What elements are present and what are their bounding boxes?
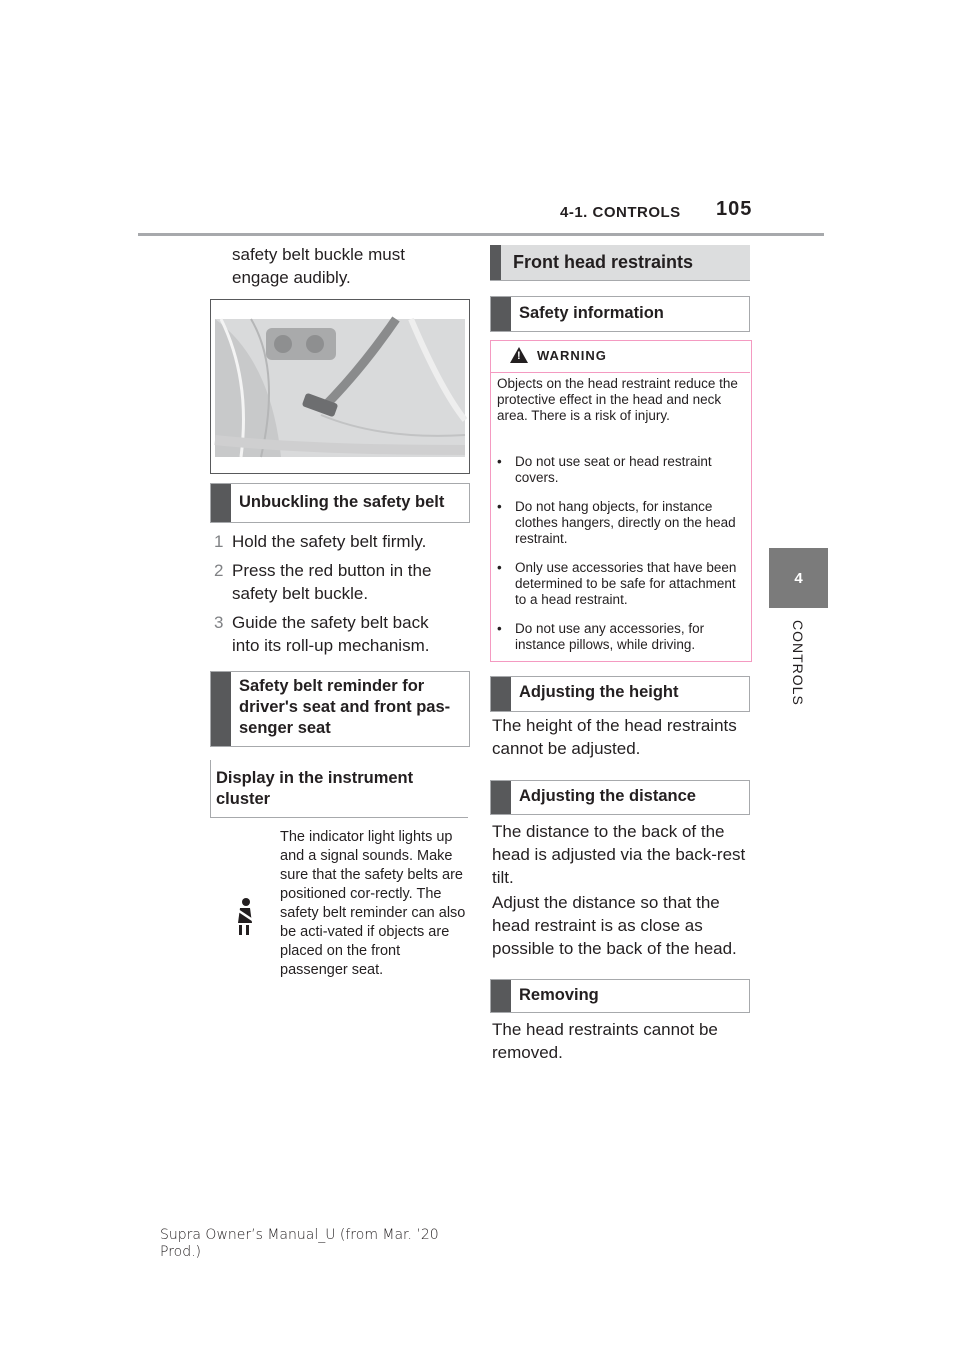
height-text: The height of the head restraints cannot be adjusted. [492,716,737,758]
heading-bar [491,297,511,331]
chapter-label-container [768,620,828,720]
step-text: Guide the safety belt back into its roll-up mechanism. [232,613,430,655]
indicator-text: The indicator light lights up and a signal sounds. Make sure that the safety belts are positioned cor-rectly. The safety belt reminder can also be acti-vated if objects are placed on the front passenger seat. [280,829,466,978]
display-heading: Display in the instrument cluster [216,769,414,808]
intro-text: safety belt buckle must engage audibly. [232,245,405,287]
chapter-number: 4 [794,569,803,587]
chapter-label: CONTROLS [790,620,806,706]
page-number: 105 [716,198,753,220]
footer-line-2: Prod.) [160,1244,202,1260]
section-heading: Front head restraints [513,252,694,272]
unbuckling-heading-box [210,483,470,523]
warning-title: WARNING [537,348,607,363]
distance-heading: Adjusting the distance [519,787,696,805]
step-number: 3 [214,613,224,632]
safety-heading-box [490,296,750,332]
warning-exclamation: ! [517,350,521,362]
heading-bar [490,245,501,280]
step-item [214,611,464,657]
step-text: Hold the safety belt firmly. [232,532,427,551]
heading-bar [211,484,231,522]
photo-illustration [211,300,469,473]
display-heading-rule [210,817,468,818]
warning-bullet: • Only use accessories that have been determined to be safe for attachment to a head restraint. [497,560,747,608]
warning-bullet-text: Do not use any accessories, for instance pillows, while driving. [515,621,705,652]
unbuckling-heading: Unbuckling the safety belt [239,493,445,511]
step-text: Press the red button in the safety belt buckle. [232,561,432,603]
removing-heading: Removing [519,986,599,1004]
warning-bullet-text: Do not hang objects, for instance clothes hangers, directly on the head restraint. [515,499,736,546]
step-number: 2 [214,561,224,580]
section-heading-box [490,245,750,281]
distance-text-1: The distance to the back of the head is adjusted via the back-rest tilt. [492,822,746,887]
seatbelt-buckle-photo [210,299,470,474]
warning-intro: Objects on the head restraint reduce the protective effect in the head and neck area. There is a risk of injury. [497,376,738,423]
step-item [214,559,464,605]
warning-bullet-text: Only use accessories that have been determined to be safe for attachment to a head restraint. [515,560,737,607]
header-rule [138,233,824,236]
height-heading: Adjusting the height [519,683,679,701]
warning-bullet: • Do not use seat or head restraint covers. [497,454,747,486]
seatbelt-warning-icon-graphic [230,897,258,937]
reminder-heading: Safety belt reminder for driver's seat and front pas-senger seat [239,677,451,737]
warning-bullet: • Do not use any accessories, for instance pillows, while driving. [497,621,747,653]
footer-line-1: Supra Owner’s Manual_U (from Mar. ’20 [160,1227,439,1243]
heading-bar [491,781,511,814]
display-heading-vrule [210,760,211,818]
heading-bar [491,677,511,711]
step-item [214,530,464,553]
step-list [214,530,464,657]
heading-bar [211,672,231,746]
section-title: 4-1. CONTROLS [560,204,681,221]
safety-heading: Safety information [519,304,664,322]
seatbelt-warning-icon [230,897,258,937]
chapter-tab [769,548,828,608]
removing-heading-box [490,979,750,1013]
heading-bar [491,980,511,1012]
removing-text: The head restraints cannot be removed. [492,1020,718,1062]
reminder-heading-box [210,671,470,747]
footer [160,1227,439,1261]
distance-heading-box [490,780,750,815]
height-heading-box [490,676,750,712]
warning-title-bar [490,340,750,373]
distance-text-2: Adjust the distance so that the head restraint is as close as possible to the back of the head. [492,893,737,958]
warning-bullet-text: Do not use seat or head restraint covers. [515,454,712,485]
warning-bullet: • Do not hang objects, for instance clothes hangers, directly on the head restraint. [497,499,747,547]
step-number: 1 [214,532,224,551]
